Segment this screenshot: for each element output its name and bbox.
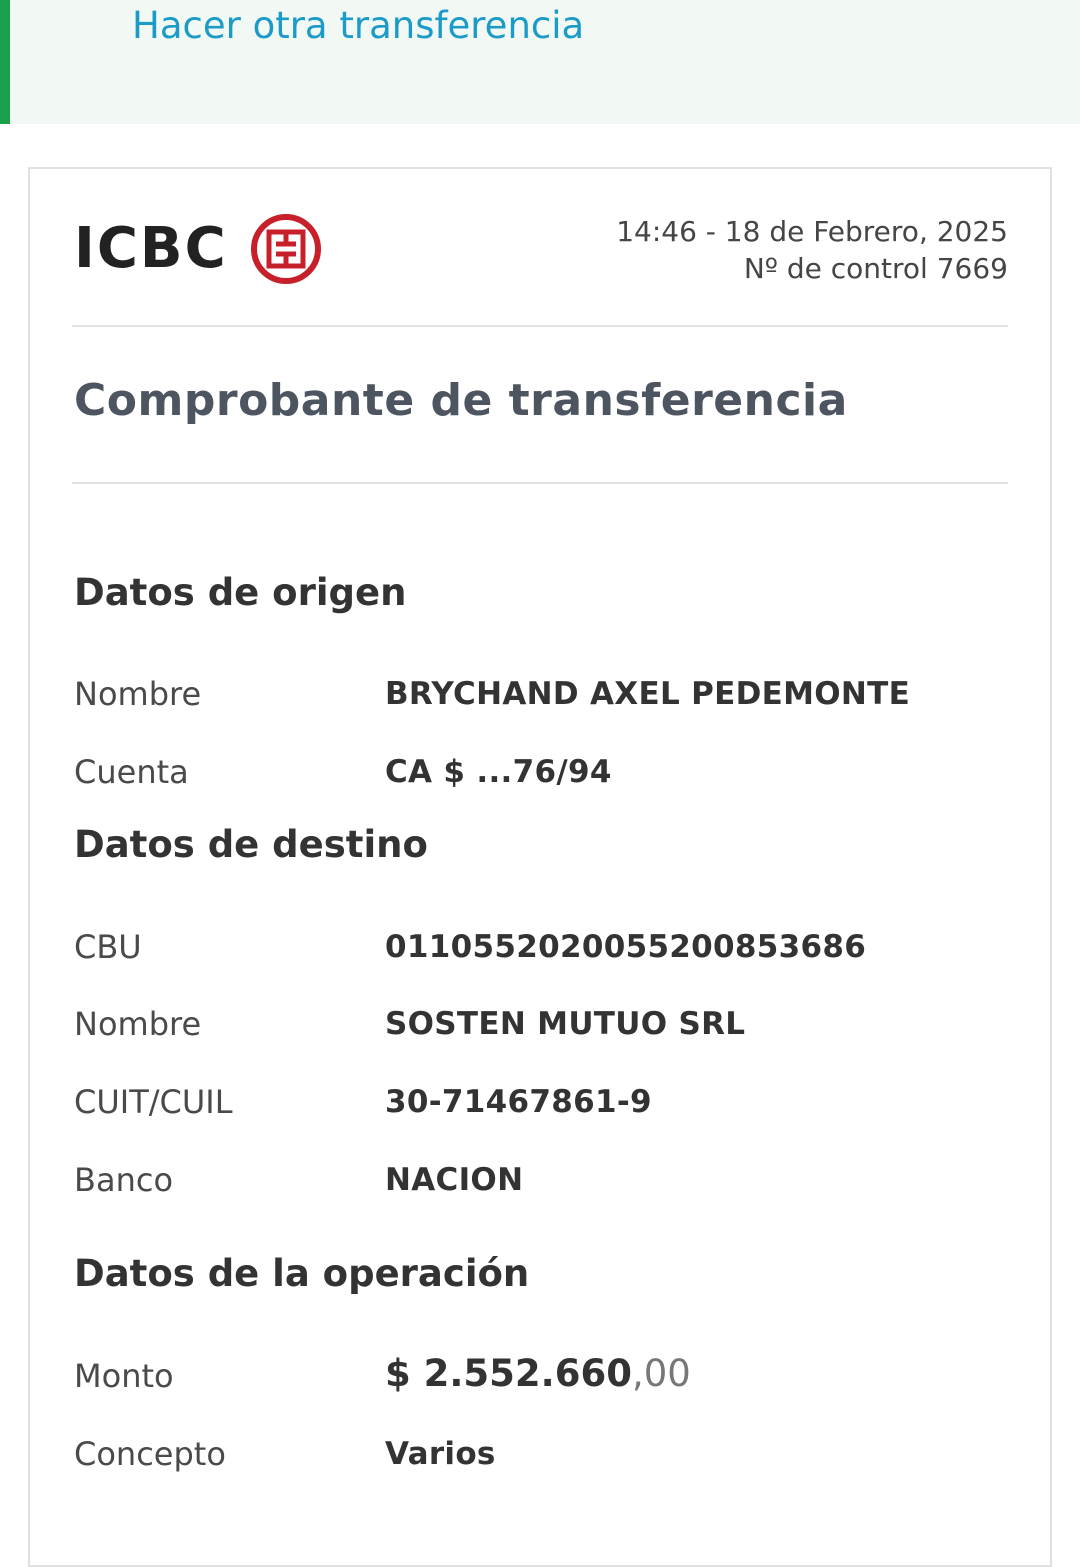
operation-section-title: Datos de la operación — [74, 1252, 530, 1295]
origin-name-value: BRYCHAND AXEL PEDEMONTE — [385, 676, 911, 712]
destination-cuit-label: CUIT/CUIL — [74, 1083, 233, 1121]
amount-decimals: ,00 — [631, 1352, 691, 1395]
destination-bank-label: Banco — [74, 1161, 174, 1199]
origin-account-label: Cuenta — [74, 753, 189, 791]
top-banner — [0, 0, 1080, 124]
origin-section-title: Datos de origen — [74, 571, 407, 614]
destination-name-value: SOSTEN MUTUO SRL — [385, 1006, 746, 1042]
destination-cuit-value: 30-71467861-9 — [385, 1084, 652, 1120]
amount-integer: $ 2.552.660 — [385, 1352, 632, 1395]
destination-section-title: Datos de destino — [74, 823, 428, 866]
receipt-meta — [616, 213, 1008, 287]
destination-cbu-value: 0110552020055200853686 — [385, 929, 867, 965]
another-transfer-link[interactable]: Hacer otra transferencia — [132, 4, 585, 47]
transfer-datetime: 14:46 - 18 de Febrero, 2025 — [616, 215, 1008, 248]
origin-account-value: CA $ ...76/94 — [385, 754, 612, 790]
destination-name-label: Nombre — [74, 1005, 202, 1043]
amount-value — [385, 1352, 691, 1395]
icbc-emblem-icon — [250, 213, 322, 285]
divider — [72, 482, 1008, 484]
concept-label: Concepto — [74, 1435, 226, 1473]
origin-name-label: Nombre — [74, 675, 202, 713]
amount-label: Monto — [74, 1357, 174, 1395]
destination-bank-value: NACION — [385, 1162, 524, 1198]
concept-value: Varios — [385, 1436, 496, 1472]
control-number: Nº de control 7669 — [743, 252, 1008, 285]
receipt-card — [28, 167, 1052, 1567]
icbc-logo — [74, 211, 322, 287]
destination-cbu-label: CBU — [74, 928, 142, 966]
accent-bar — [0, 0, 10, 124]
receipt-title: Comprobante de transferencia — [74, 375, 848, 426]
logo-text: ICBC — [74, 216, 228, 281]
divider — [72, 325, 1008, 327]
